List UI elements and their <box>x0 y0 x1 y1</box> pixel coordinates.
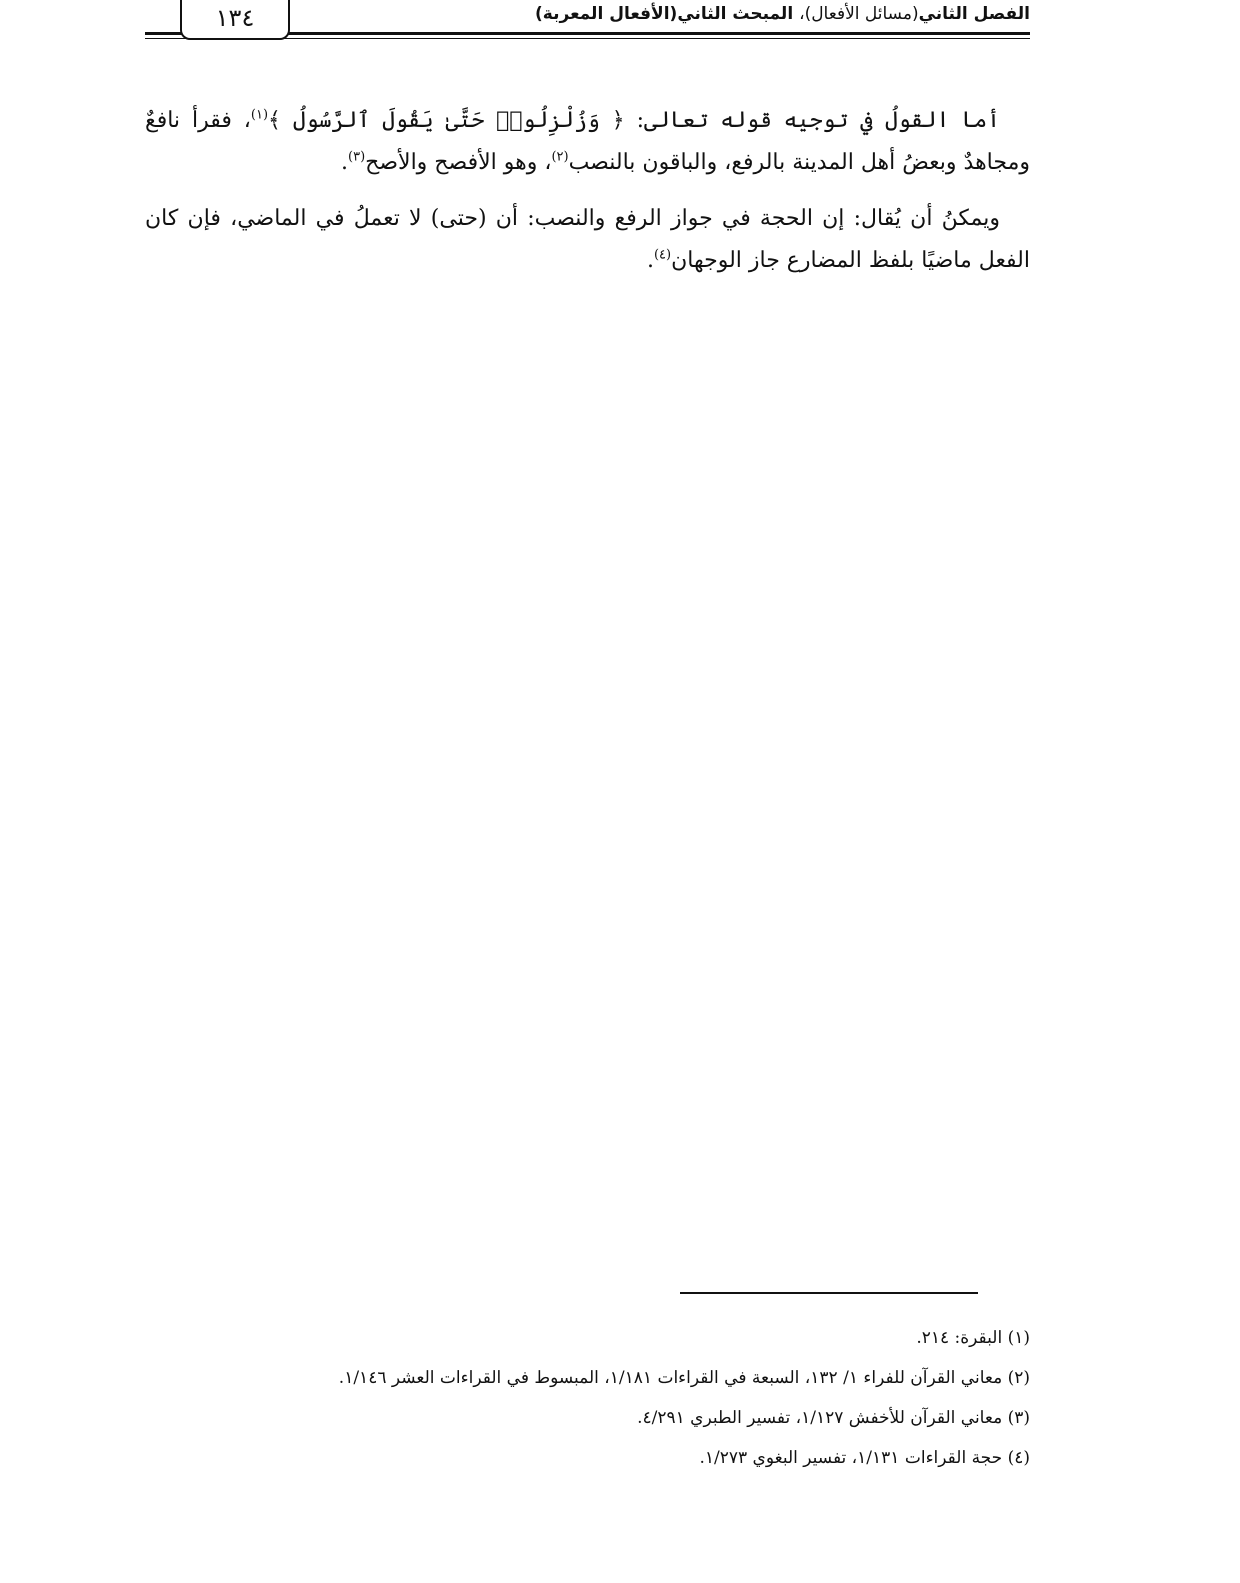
footnote-2: (٢) معاني القرآن للفراء ١/ ١٣٢، السبعة في القراءات ١/١٨١، المبسوط في القراءات العشر ١/١٤٦. <box>338 1368 1030 1388</box>
footnote-separator <box>680 1292 978 1294</box>
paragraph-two-text: ويمكنُ أن يُقال: إن الحجة في جواز الرفع والنصب: أن (حتى) لا تعملُ في الماضي، فإن كان الفعل ماضيًا بلفظ المضارع جاز الوجهان <box>145 206 1030 273</box>
footnote-ref-1: (١) <box>250 107 269 123</box>
paragraph-two <box>145 198 1030 282</box>
header-topic: المبحث الثاني <box>677 4 794 24</box>
paragraph-one-part3: ، وهو الأفصح والأصح <box>365 150 552 175</box>
footnote-3: (٣) معاني القرآن للأخفش ١/١٢٧، تفسير الطبري ٤/٢٩١. <box>637 1408 1030 1428</box>
page-number: ١٣٤ <box>180 0 290 40</box>
footnote-ref-4: (٤) <box>653 247 672 263</box>
running-header <box>535 2 1030 26</box>
header-comma: ، <box>799 4 805 24</box>
footnote-ref-3: (٣) <box>348 149 366 165</box>
paragraph-one-part2: ، فقرأ نافعٌ ومجاهدٌ وبعضُ أهل المدينة بالرفع، والباقون بالنصب <box>145 108 1030 175</box>
header-section-two: (الأفعال المعربة) <box>535 4 678 24</box>
footnote-1: (١) البقرة: ٢١٤. <box>916 1328 1030 1348</box>
header-section-one: (مسائل الأفعال) <box>804 4 919 24</box>
quran-verse: ﴿ وَزُلْزِلُوا۟ حَتَّىٰ يَقُولَ ٱلرَّسُولُ ﴾ <box>268 108 625 133</box>
header-chapter: الفصل الثاني <box>918 4 1030 24</box>
paragraph-one-intro: أما القولُ في توجيه قوله تعالى: <box>624 108 1000 133</box>
paragraph-two-end: . <box>646 248 654 273</box>
footnote-4: (٤) حجة القراءات ١/١٣١، تفسير البغوي ١/٢٧٣. <box>699 1448 1030 1468</box>
paragraph-one <box>145 100 1030 184</box>
footnotes <box>210 1318 1030 1478</box>
paragraph-one-end: . <box>341 150 348 175</box>
main-text <box>145 100 1030 296</box>
footnote-ref-2: (٢) <box>551 149 569 165</box>
